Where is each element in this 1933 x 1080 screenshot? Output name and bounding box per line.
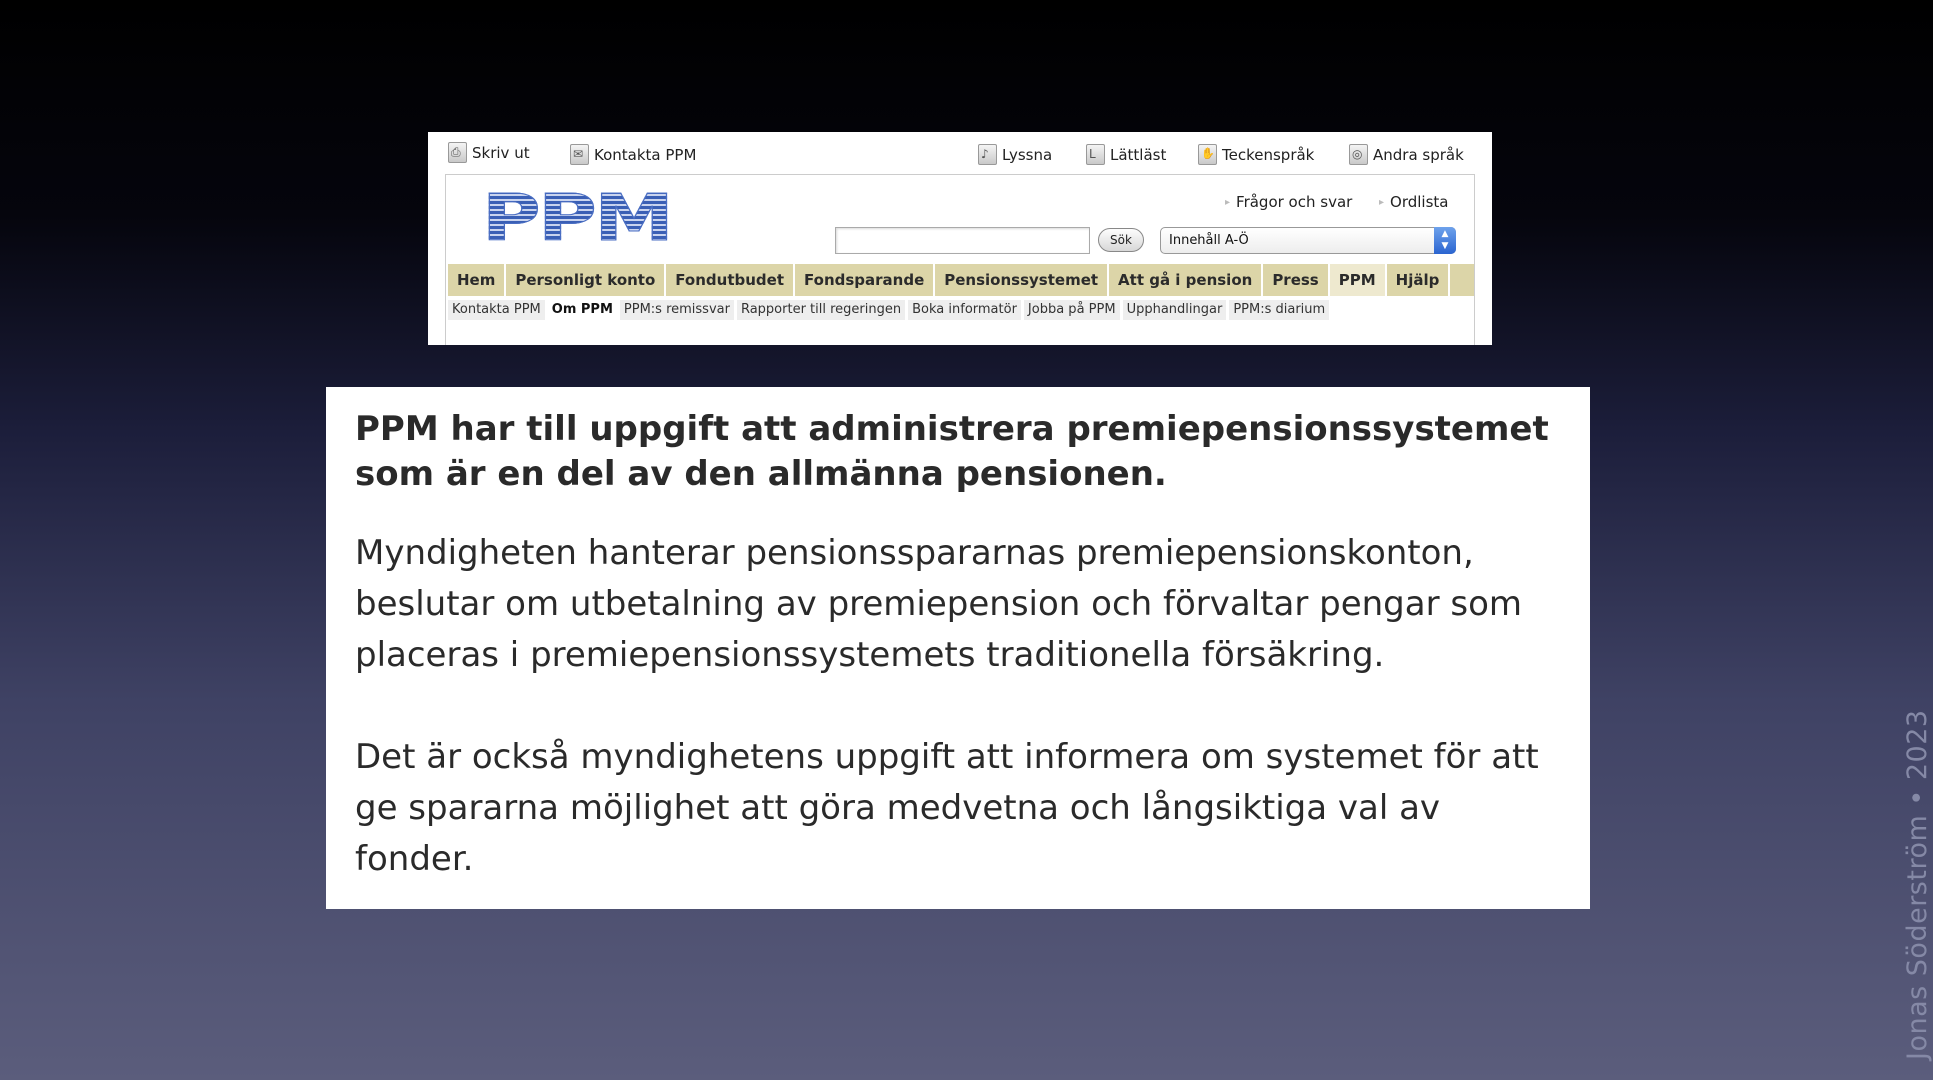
about-text-panel (326, 387, 1590, 909)
nav-item-ppm[interactable]: PPM (1330, 264, 1387, 296)
arrow-right-icon: ▸ (1379, 196, 1385, 208)
main-nav (448, 264, 1474, 296)
contact-link[interactable] (570, 144, 696, 165)
sub-nav-boka-informator[interactable]: Boka informatör (908, 300, 1021, 320)
nav-item-hem[interactable]: Hem (448, 264, 506, 296)
ppm-logo[interactable]: PPM (482, 182, 672, 256)
mail-icon (570, 144, 589, 165)
glossary-label: Ordlista (1390, 193, 1449, 211)
nav-item-fondutbudet[interactable]: Fondutbudet (666, 264, 795, 296)
nav-item-press[interactable]: Press (1263, 264, 1329, 296)
faq-label: Frågor och svar (1236, 193, 1353, 211)
print-link[interactable] (448, 142, 530, 163)
nav-item-fondsparande[interactable]: Fondsparande (795, 264, 935, 296)
nav-item-personligt-konto[interactable]: Personligt konto (506, 264, 666, 296)
other-languages-link[interactable] (1349, 144, 1464, 165)
sub-nav-om-ppm[interactable]: Om PPM (548, 300, 617, 320)
sign-language-label: Teckenspråk (1222, 145, 1315, 164)
contact-label: Kontakta PPM (594, 145, 697, 164)
globe-icon (1349, 144, 1368, 165)
body-paragraph-2: Det är också myndighetens uppgift att informera om systemet för att ge spararna möjlighet att göra medvetna och långsiktiga val av fonder. (355, 737, 1539, 879)
author-credit: Jonas Söderström • 2023 (1902, 709, 1933, 1060)
sign-language-link[interactable] (1198, 144, 1314, 165)
search-button[interactable]: Sök (1098, 228, 1144, 252)
listen-icon (978, 144, 997, 165)
nav-item-pensionssystemet[interactable]: Pensionssystemet (935, 264, 1109, 296)
faq-link[interactable] (1225, 193, 1352, 211)
sub-nav-upphandlingar[interactable]: Upphandlingar (1123, 300, 1227, 320)
glossary-link[interactable] (1379, 193, 1449, 211)
lead-paragraph: PPM har till uppgift att administrera premiepensionssystemet som är en del av den allmänna pensionen. (355, 409, 1549, 494)
easy-read-link[interactable] (1086, 144, 1166, 165)
sub-nav-rapporter[interactable]: Rapporter till regeringen (737, 300, 905, 320)
arrow-right-icon: ▸ (1225, 196, 1231, 208)
listen-link[interactable] (978, 144, 1052, 165)
sub-nav-kontakta-ppm[interactable]: Kontakta PPM (448, 300, 545, 320)
select-arrows-icon: ▲ ▼ (1434, 227, 1456, 254)
az-select-value: Innehåll A-Ö (1169, 233, 1249, 248)
content-az-select[interactable] (1160, 227, 1456, 254)
sub-nav (448, 300, 1329, 320)
utility-bar (428, 132, 1492, 174)
easy-read-label: Lättläst (1110, 145, 1167, 164)
print-icon (448, 142, 467, 163)
sign-language-icon (1198, 144, 1217, 165)
nav-item-att-ga-i-pension[interactable]: Att gå i pension (1109, 264, 1263, 296)
website-screenshot (428, 132, 1492, 345)
print-label: Skriv ut (472, 143, 530, 162)
easy-read-icon (1086, 144, 1105, 165)
body-paragraph-1: Myndigheten hanterar pensionsspararnas premiepensionskonton, beslutar om utbetalning av premiepension och förvaltar pengar som placeras i premiepensionssystemets traditionella försäkring. (355, 533, 1523, 675)
nav-item-hjalp[interactable]: Hjälp (1387, 264, 1451, 296)
other-languages-label: Andra språk (1373, 145, 1464, 164)
sub-nav-remissvar[interactable]: PPM:s remissvar (620, 300, 734, 320)
listen-label: Lyssna (1002, 145, 1053, 164)
site-header (445, 174, 1475, 345)
sub-nav-jobba-pa-ppm[interactable]: Jobba på PPM (1024, 300, 1120, 320)
sub-nav-diarium[interactable]: PPM:s diarium (1229, 300, 1329, 320)
search-input[interactable] (835, 227, 1090, 254)
